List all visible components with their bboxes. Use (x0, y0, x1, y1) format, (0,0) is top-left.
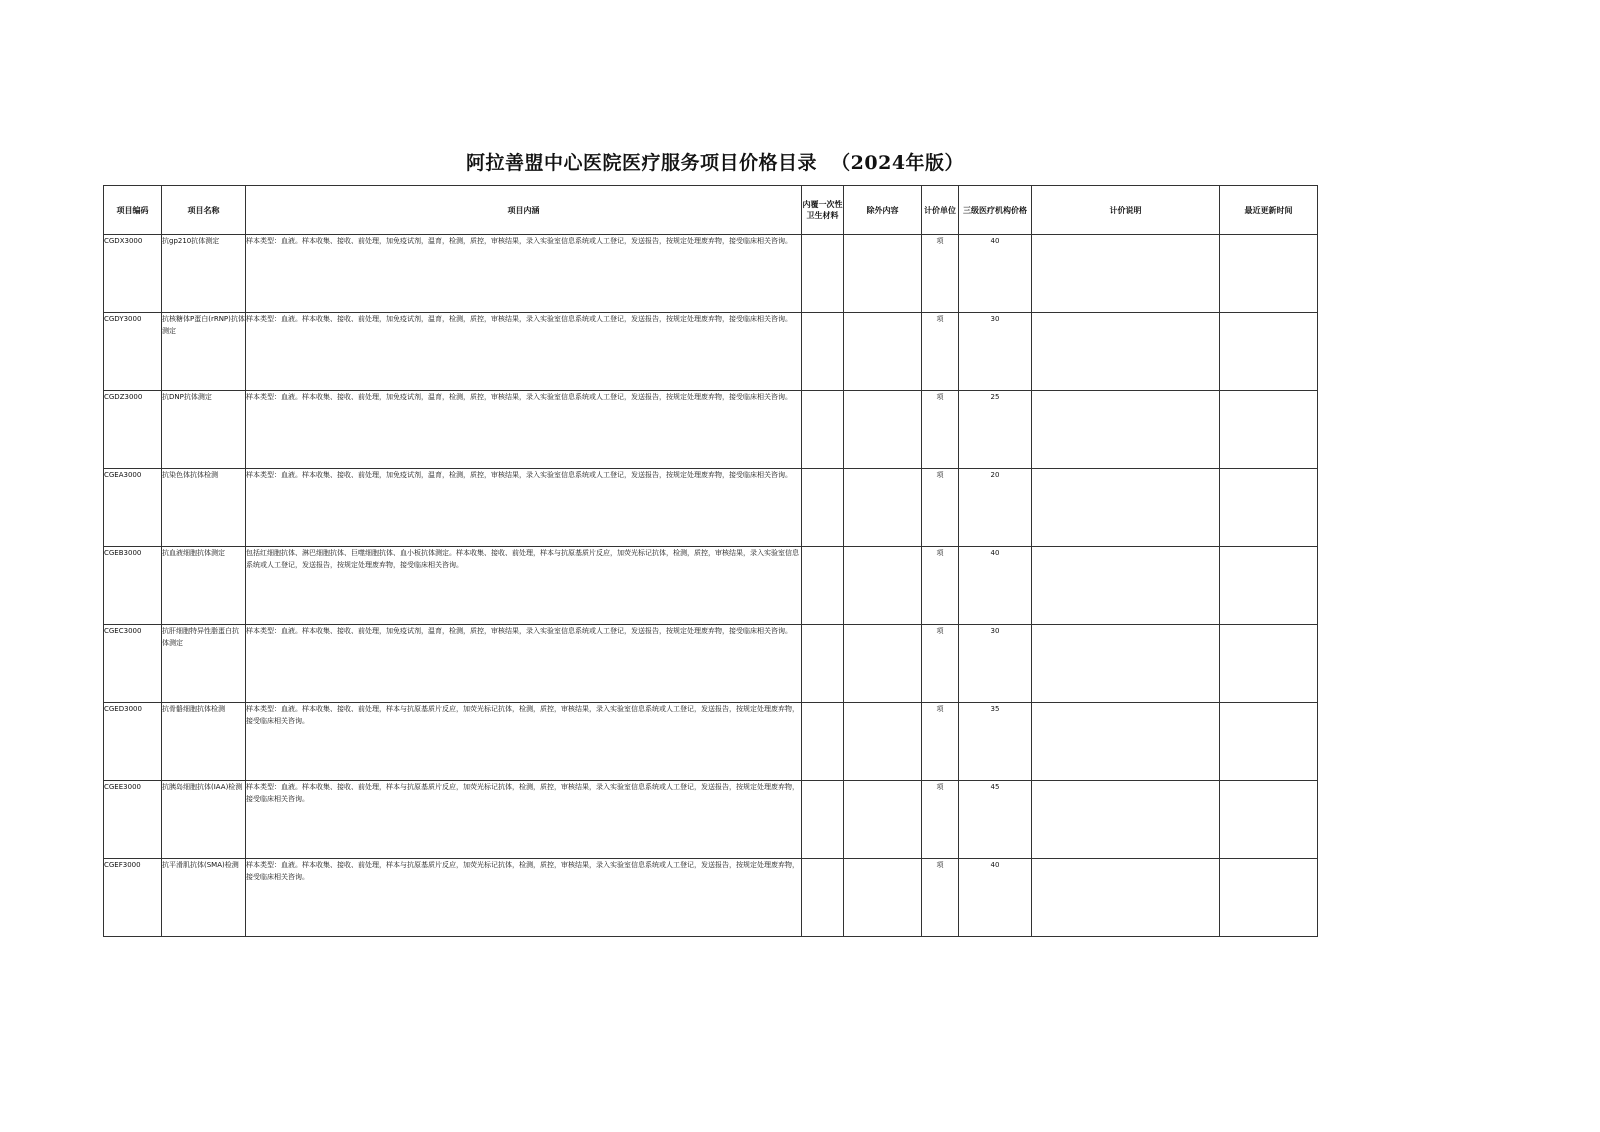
table-row (104, 547, 1318, 625)
cell-code: CGDX3000 (104, 235, 162, 313)
header-content: 项目内涵 (246, 186, 802, 235)
header-note: 计价说明 (1032, 186, 1220, 235)
cell-note (1032, 859, 1220, 937)
cell-code: CGDY3000 (104, 313, 162, 391)
cell-disposable-materials (802, 703, 844, 781)
cell-content: 样本类型：血液。样本收集、接收、前处理，加免疫试剂，温育，检测，质控，审核结果，录入实验室信息系统或人工登记，发送报告，按规定处理废弃物，接受临床相关咨询。 (246, 391, 802, 469)
cell-note (1032, 703, 1220, 781)
cell-unit: 项 (922, 235, 959, 313)
cell-note (1032, 391, 1220, 469)
table-row (104, 391, 1318, 469)
cell-code: CGEB3000 (104, 547, 162, 625)
header-name: 项目名称 (162, 186, 246, 235)
cell-code: CGDZ3000 (104, 391, 162, 469)
table-row (104, 235, 1318, 313)
cell-price: 25 (959, 391, 1032, 469)
table-row (104, 703, 1318, 781)
cell-unit: 项 (922, 781, 959, 859)
table-row (104, 625, 1318, 703)
cell-updated (1220, 703, 1318, 781)
header-row (104, 186, 1318, 235)
table-row (104, 313, 1318, 391)
cell-disposable-materials (802, 313, 844, 391)
cell-unit: 项 (922, 625, 959, 703)
cell-code: CGED3000 (104, 703, 162, 781)
cell-updated (1220, 313, 1318, 391)
cell-excluded (844, 547, 922, 625)
cell-updated (1220, 781, 1318, 859)
cell-note (1032, 625, 1220, 703)
cell-price: 40 (959, 235, 1032, 313)
header-unit: 计价单位 (922, 186, 959, 235)
cell-unit: 项 (922, 859, 959, 937)
cell-code: CGEA3000 (104, 469, 162, 547)
header-disposable-materials: 内覆一次性卫生材料 (802, 186, 844, 235)
cell-code: CGEE3000 (104, 781, 162, 859)
cell-note (1032, 469, 1220, 547)
cell-price: 40 (959, 547, 1032, 625)
cell-note (1032, 235, 1220, 313)
cell-name: 抗血液细胞抗体测定 (162, 547, 246, 625)
cell-excluded (844, 235, 922, 313)
cell-name: 抗染色体抗体检测 (162, 469, 246, 547)
cell-price: 30 (959, 625, 1032, 703)
table-row (104, 781, 1318, 859)
cell-code: CGEF3000 (104, 859, 162, 937)
cell-unit: 项 (922, 391, 959, 469)
cell-name: 抗胰岛细胞抗体(IAA)检测 (162, 781, 246, 859)
cell-note (1032, 313, 1220, 391)
cell-excluded (844, 781, 922, 859)
cell-excluded (844, 859, 922, 937)
cell-disposable-materials (802, 859, 844, 937)
header-price: 三级医疗机构价格 (959, 186, 1032, 235)
cell-unit: 项 (922, 469, 959, 547)
cell-content: 包括红细胞抗体、淋巴细胞抗体、巨噬细胞抗体、血小板抗体测定。样本收集、接收、前处理，样本与抗原基质片反应，加荧光标记抗体，检测，质控，审核结果，录入实验室信息系统或人工登记，发送报告，按规定处理废弃物，接受临床相关咨询。 (246, 547, 802, 625)
cell-disposable-materials (802, 235, 844, 313)
cell-name: 抗核糖体P蛋白(rRNP)抗体测定 (162, 313, 246, 391)
cell-disposable-materials (802, 469, 844, 547)
table-row (104, 859, 1318, 937)
cell-updated (1220, 625, 1318, 703)
cell-excluded (844, 313, 922, 391)
cell-note (1032, 547, 1220, 625)
cell-updated (1220, 547, 1318, 625)
cell-content: 样本类型：血液。样本收集、接收、前处理，加免疫试剂，温育，检测，质控，审核结果，录入实验室信息系统或人工登记，发送报告，按规定处理废弃物，接受临床相关咨询。 (246, 313, 802, 391)
cell-name: 抗骨骼细胞抗体检测 (162, 703, 246, 781)
cell-unit: 项 (922, 547, 959, 625)
cell-price: 35 (959, 703, 1032, 781)
cell-excluded (844, 391, 922, 469)
cell-note (1032, 781, 1220, 859)
cell-disposable-materials (802, 625, 844, 703)
cell-price: 45 (959, 781, 1032, 859)
cell-name: 抗gp210抗体测定 (162, 235, 246, 313)
document-title: 阿拉善盟中心医院医疗服务项目价格目录 （2024年版） (465, 152, 965, 174)
cell-updated (1220, 235, 1318, 313)
header-updated: 最近更新时间 (1220, 186, 1318, 235)
cell-disposable-materials (802, 391, 844, 469)
cell-excluded (844, 469, 922, 547)
cell-updated (1220, 391, 1318, 469)
cell-content: 样本类型：血液。样本收集、接收、前处理，加免疫试剂，温育，检测，质控，审核结果，录入实验室信息系统或人工登记，发送报告，按规定处理废弃物，接受临床相关咨询。 (246, 235, 802, 313)
cell-updated (1220, 469, 1318, 547)
cell-excluded (844, 625, 922, 703)
header-code: 项目编码 (104, 186, 162, 235)
cell-unit: 项 (922, 703, 959, 781)
header-excluded: 除外内容 (844, 186, 922, 235)
cell-updated (1220, 859, 1318, 937)
price-table (103, 185, 1318, 937)
cell-price: 30 (959, 313, 1032, 391)
cell-name: 抗平滑肌抗体(SMA)检测 (162, 859, 246, 937)
cell-disposable-materials (802, 781, 844, 859)
cell-content: 样本类型：血液。样本收集、接收、前处理，加免疫试剂，温育，检测，质控，审核结果，录入实验室信息系统或人工登记，发送报告，按规定处理废弃物，接受临床相关咨询。 (246, 469, 802, 547)
cell-content: 样本类型：血液。样本收集、接收、前处理，加免疫试剂，温育，检测，质控，审核结果，录入实验室信息系统或人工登记，发送报告，按规定处理废弃物，接受临床相关咨询。 (246, 625, 802, 703)
table-row (104, 469, 1318, 547)
cell-code: CGEC3000 (104, 625, 162, 703)
cell-content: 样本类型：血液。样本收集、接收、前处理，样本与抗原基质片反应，加荧光标记抗体，检测，质控，审核结果，录入实验室信息系统或人工登记，发送报告，按规定处理废弃物，接受临床相关咨询。 (246, 781, 802, 859)
cell-content: 样本类型：血液。样本收集、接收、前处理，样本与抗原基质片反应，加荧光标记抗体，检测，质控，审核结果，录入实验室信息系统或人工登记，发送报告，按规定处理废弃物，接受临床相关咨询。 (246, 859, 802, 937)
cell-price: 20 (959, 469, 1032, 547)
cell-price: 40 (959, 859, 1032, 937)
cell-unit: 项 (922, 313, 959, 391)
cell-name: 抗肝细胞特异性脂蛋白抗体测定 (162, 625, 246, 703)
cell-content: 样本类型：血液。样本收集、接收、前处理，样本与抗原基质片反应，加荧光标记抗体，检测，质控，审核结果，录入实验室信息系统或人工登记，发送报告，按规定处理废弃物，接受临床相关咨询。 (246, 703, 802, 781)
cell-excluded (844, 703, 922, 781)
cell-disposable-materials (802, 547, 844, 625)
cell-name: 抗DNP抗体测定 (162, 391, 246, 469)
